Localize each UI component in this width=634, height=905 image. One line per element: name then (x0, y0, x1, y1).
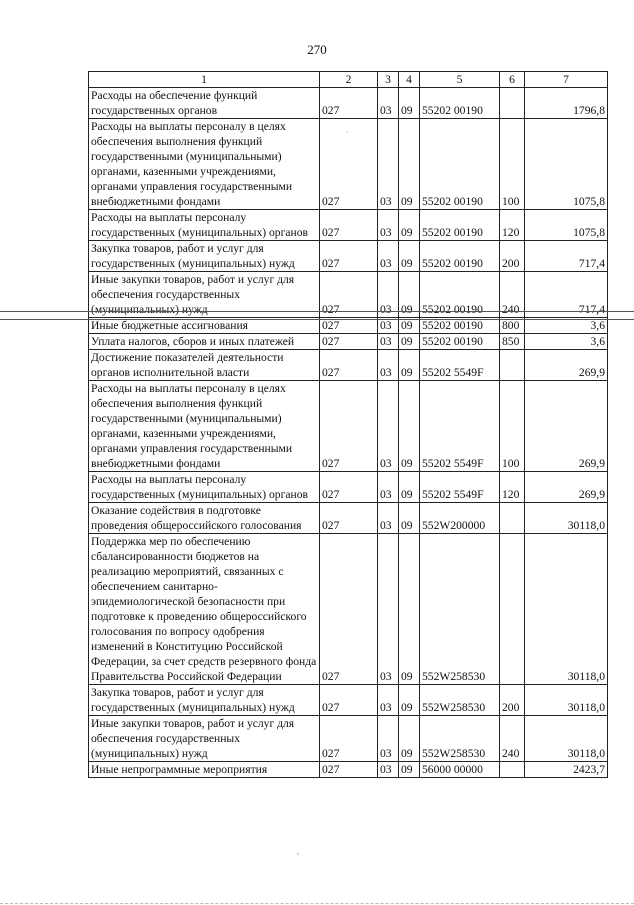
row-rz: 03 (378, 119, 399, 210)
row-ved: 027 (320, 210, 378, 241)
table-row (89, 210, 608, 241)
row-sum: 269,9 (525, 381, 608, 472)
row-rz: 03 (378, 318, 399, 334)
row-vr: 100 (500, 381, 525, 472)
row-vr (500, 88, 525, 119)
row-csr: 552W258530 (420, 685, 500, 716)
table-row (89, 88, 608, 119)
row-name: Поддержка мер по обеспечению сбалансированности бюджетов на реализацию мероприятий, связанных с обеспечением санитарно-эпидемиологической безопасности при подготовке к проведению общероссийского голосования по вопросу одобрения изменений в Конституцию Российской Федерации, за счет средств резервного фонда Правительства Российской Федерации (89, 534, 320, 685)
table-row (89, 762, 608, 778)
row-vr (500, 350, 525, 381)
row-name: Иные бюджетные ассигнования (89, 318, 320, 334)
row-name: Расходы на выплаты персоналу в целях обеспечения выполнения функций государственными (муниципальными) органами, казенными учреждениями, органами управления государственными внебюджетными фондами (89, 119, 320, 210)
header-cell: 3 (378, 72, 399, 88)
table-row (89, 472, 608, 503)
row-name: Расходы на обеспечение функций государственных органов (89, 88, 320, 119)
row-sum: 30118,0 (525, 716, 608, 762)
row-vr: 200 (500, 241, 525, 272)
table-row (89, 241, 608, 272)
row-rz: 03 (378, 503, 399, 534)
row-vr: 800 (500, 318, 525, 334)
row-sum: 1075,8 (525, 210, 608, 241)
row-vr: 100 (500, 119, 525, 210)
row-name: Иные закупки товаров, работ и услуг для обеспечения государственных (муниципальных) нужд (89, 272, 320, 318)
row-vr: 120 (500, 472, 525, 503)
header-row (89, 72, 608, 88)
row-name: Расходы на выплаты персоналу государственных (муниципальных) органов (89, 210, 320, 241)
row-pr: 09 (399, 119, 420, 210)
row-rz: 03 (378, 716, 399, 762)
row-pr: 09 (399, 334, 420, 350)
row-ved: 027 (320, 350, 378, 381)
page-number: 270 (307, 42, 327, 57)
row-rz: 03 (378, 334, 399, 350)
row-csr: 55202 00190 (420, 334, 500, 350)
header-cell: 5 (420, 72, 500, 88)
row-ved: 027 (320, 381, 378, 472)
scan-speck: ˛ (297, 846, 300, 855)
row-sum: 717,4 (525, 272, 608, 318)
row-name: Достижение показателей деятельности органов исполнительной власти (89, 350, 320, 381)
scan-speck: · (346, 128, 349, 137)
row-csr: 552W258530 (420, 716, 500, 762)
row-rz: 03 (378, 210, 399, 241)
row-ved: 027 (320, 534, 378, 685)
row-pr: 09 (399, 534, 420, 685)
row-rz: 03 (378, 762, 399, 778)
row-vr (500, 762, 525, 778)
row-pr: 09 (399, 503, 420, 534)
row-pr: 09 (399, 241, 420, 272)
row-rz: 03 (378, 534, 399, 685)
budget-table (88, 71, 608, 778)
row-csr: 55202 5549F (420, 350, 500, 381)
row-sum: 717,4 (525, 241, 608, 272)
row-rz: 03 (378, 350, 399, 381)
row-rz: 03 (378, 88, 399, 119)
row-pr: 09 (399, 472, 420, 503)
row-sum: 1796,8 (525, 88, 608, 119)
row-sum: 30118,0 (525, 685, 608, 716)
row-sum: 2423,7 (525, 762, 608, 778)
row-sum: 1075,8 (525, 119, 608, 210)
row-pr: 09 (399, 716, 420, 762)
row-rz: 03 (378, 272, 399, 318)
row-csr: 55202 00190 (420, 272, 500, 318)
row-ved: 027 (320, 685, 378, 716)
row-vr (500, 503, 525, 534)
table-row (89, 503, 608, 534)
table-row (89, 534, 608, 685)
row-name: Расходы на выплаты персоналу в целях обеспечения выполнения функций государственными (муниципальными) органами, казенными учреждениями, органами управления государственными внебюджетными фондами (89, 381, 320, 472)
row-rz: 03 (378, 241, 399, 272)
row-name: Уплата налогов, сборов и иных платежей (89, 334, 320, 350)
row-pr: 09 (399, 88, 420, 119)
row-pr: 09 (399, 762, 420, 778)
row-pr: 09 (399, 272, 420, 318)
row-ved: 027 (320, 318, 378, 334)
row-ved: 027 (320, 472, 378, 503)
row-sum: 30118,0 (525, 534, 608, 685)
row-ved: 027 (320, 241, 378, 272)
row-name: Расходы на выплаты персоналу государственных (муниципальных) органов (89, 472, 320, 503)
table-row (89, 334, 608, 350)
scan-artifact-line (0, 319, 634, 320)
page-edge-line (0, 903, 634, 904)
row-csr: 55202 00190 (420, 210, 500, 241)
header-cell: 2 (320, 72, 378, 88)
row-csr: 55202 5549F (420, 472, 500, 503)
row-sum: 269,9 (525, 350, 608, 381)
row-csr: 55202 00190 (420, 318, 500, 334)
row-ved: 027 (320, 119, 378, 210)
row-pr: 09 (399, 210, 420, 241)
header-cell: 6 (500, 72, 525, 88)
row-name: Оказание содействия в подготовке проведения общероссийского голосования (89, 503, 320, 534)
row-csr: 56000 00000 (420, 762, 500, 778)
row-rz: 03 (378, 472, 399, 503)
row-name: Иные непрограммные мероприятия (89, 762, 320, 778)
row-pr: 09 (399, 318, 420, 334)
row-csr: 55202 5549F (420, 381, 500, 472)
row-sum: 3,6 (525, 318, 608, 334)
row-name: Закупка товаров, работ и услуг для государственных (муниципальных) нужд (89, 241, 320, 272)
row-vr: 120 (500, 210, 525, 241)
row-csr: 55202 00190 (420, 119, 500, 210)
row-sum: 3,6 (525, 334, 608, 350)
row-vr: 850 (500, 334, 525, 350)
row-ved: 027 (320, 88, 378, 119)
row-vr: 240 (500, 272, 525, 318)
row-ved: 027 (320, 716, 378, 762)
table-row (89, 350, 608, 381)
row-csr: 552W258530 (420, 534, 500, 685)
row-pr: 09 (399, 350, 420, 381)
table-row (89, 716, 608, 762)
row-csr: 55202 00190 (420, 88, 500, 119)
row-rz: 03 (378, 381, 399, 472)
row-vr: 200 (500, 685, 525, 716)
row-vr (500, 534, 525, 685)
header-cell: 4 (399, 72, 420, 88)
row-csr: 552W200000 (420, 503, 500, 534)
row-ved: 027 (320, 762, 378, 778)
row-name: Иные закупки товаров, работ и услуг для обеспечения государственных (муниципальных) нужд (89, 716, 320, 762)
row-name: Закупка товаров, работ и услуг для государственных (муниципальных) нужд (89, 685, 320, 716)
row-pr: 09 (399, 381, 420, 472)
header-cell: 7 (525, 72, 608, 88)
row-rz: 03 (378, 685, 399, 716)
row-ved: 027 (320, 272, 378, 318)
row-sum: 269,9 (525, 472, 608, 503)
row-ved: 027 (320, 334, 378, 350)
header-cell: 1 (89, 72, 320, 88)
table-row (89, 381, 608, 472)
row-sum: 30118,0 (525, 503, 608, 534)
table-row (89, 685, 608, 716)
scan-artifact-line (0, 311, 634, 312)
row-ved: 027 (320, 503, 378, 534)
row-csr: 55202 00190 (420, 241, 500, 272)
row-vr: 240 (500, 716, 525, 762)
row-pr: 09 (399, 685, 420, 716)
